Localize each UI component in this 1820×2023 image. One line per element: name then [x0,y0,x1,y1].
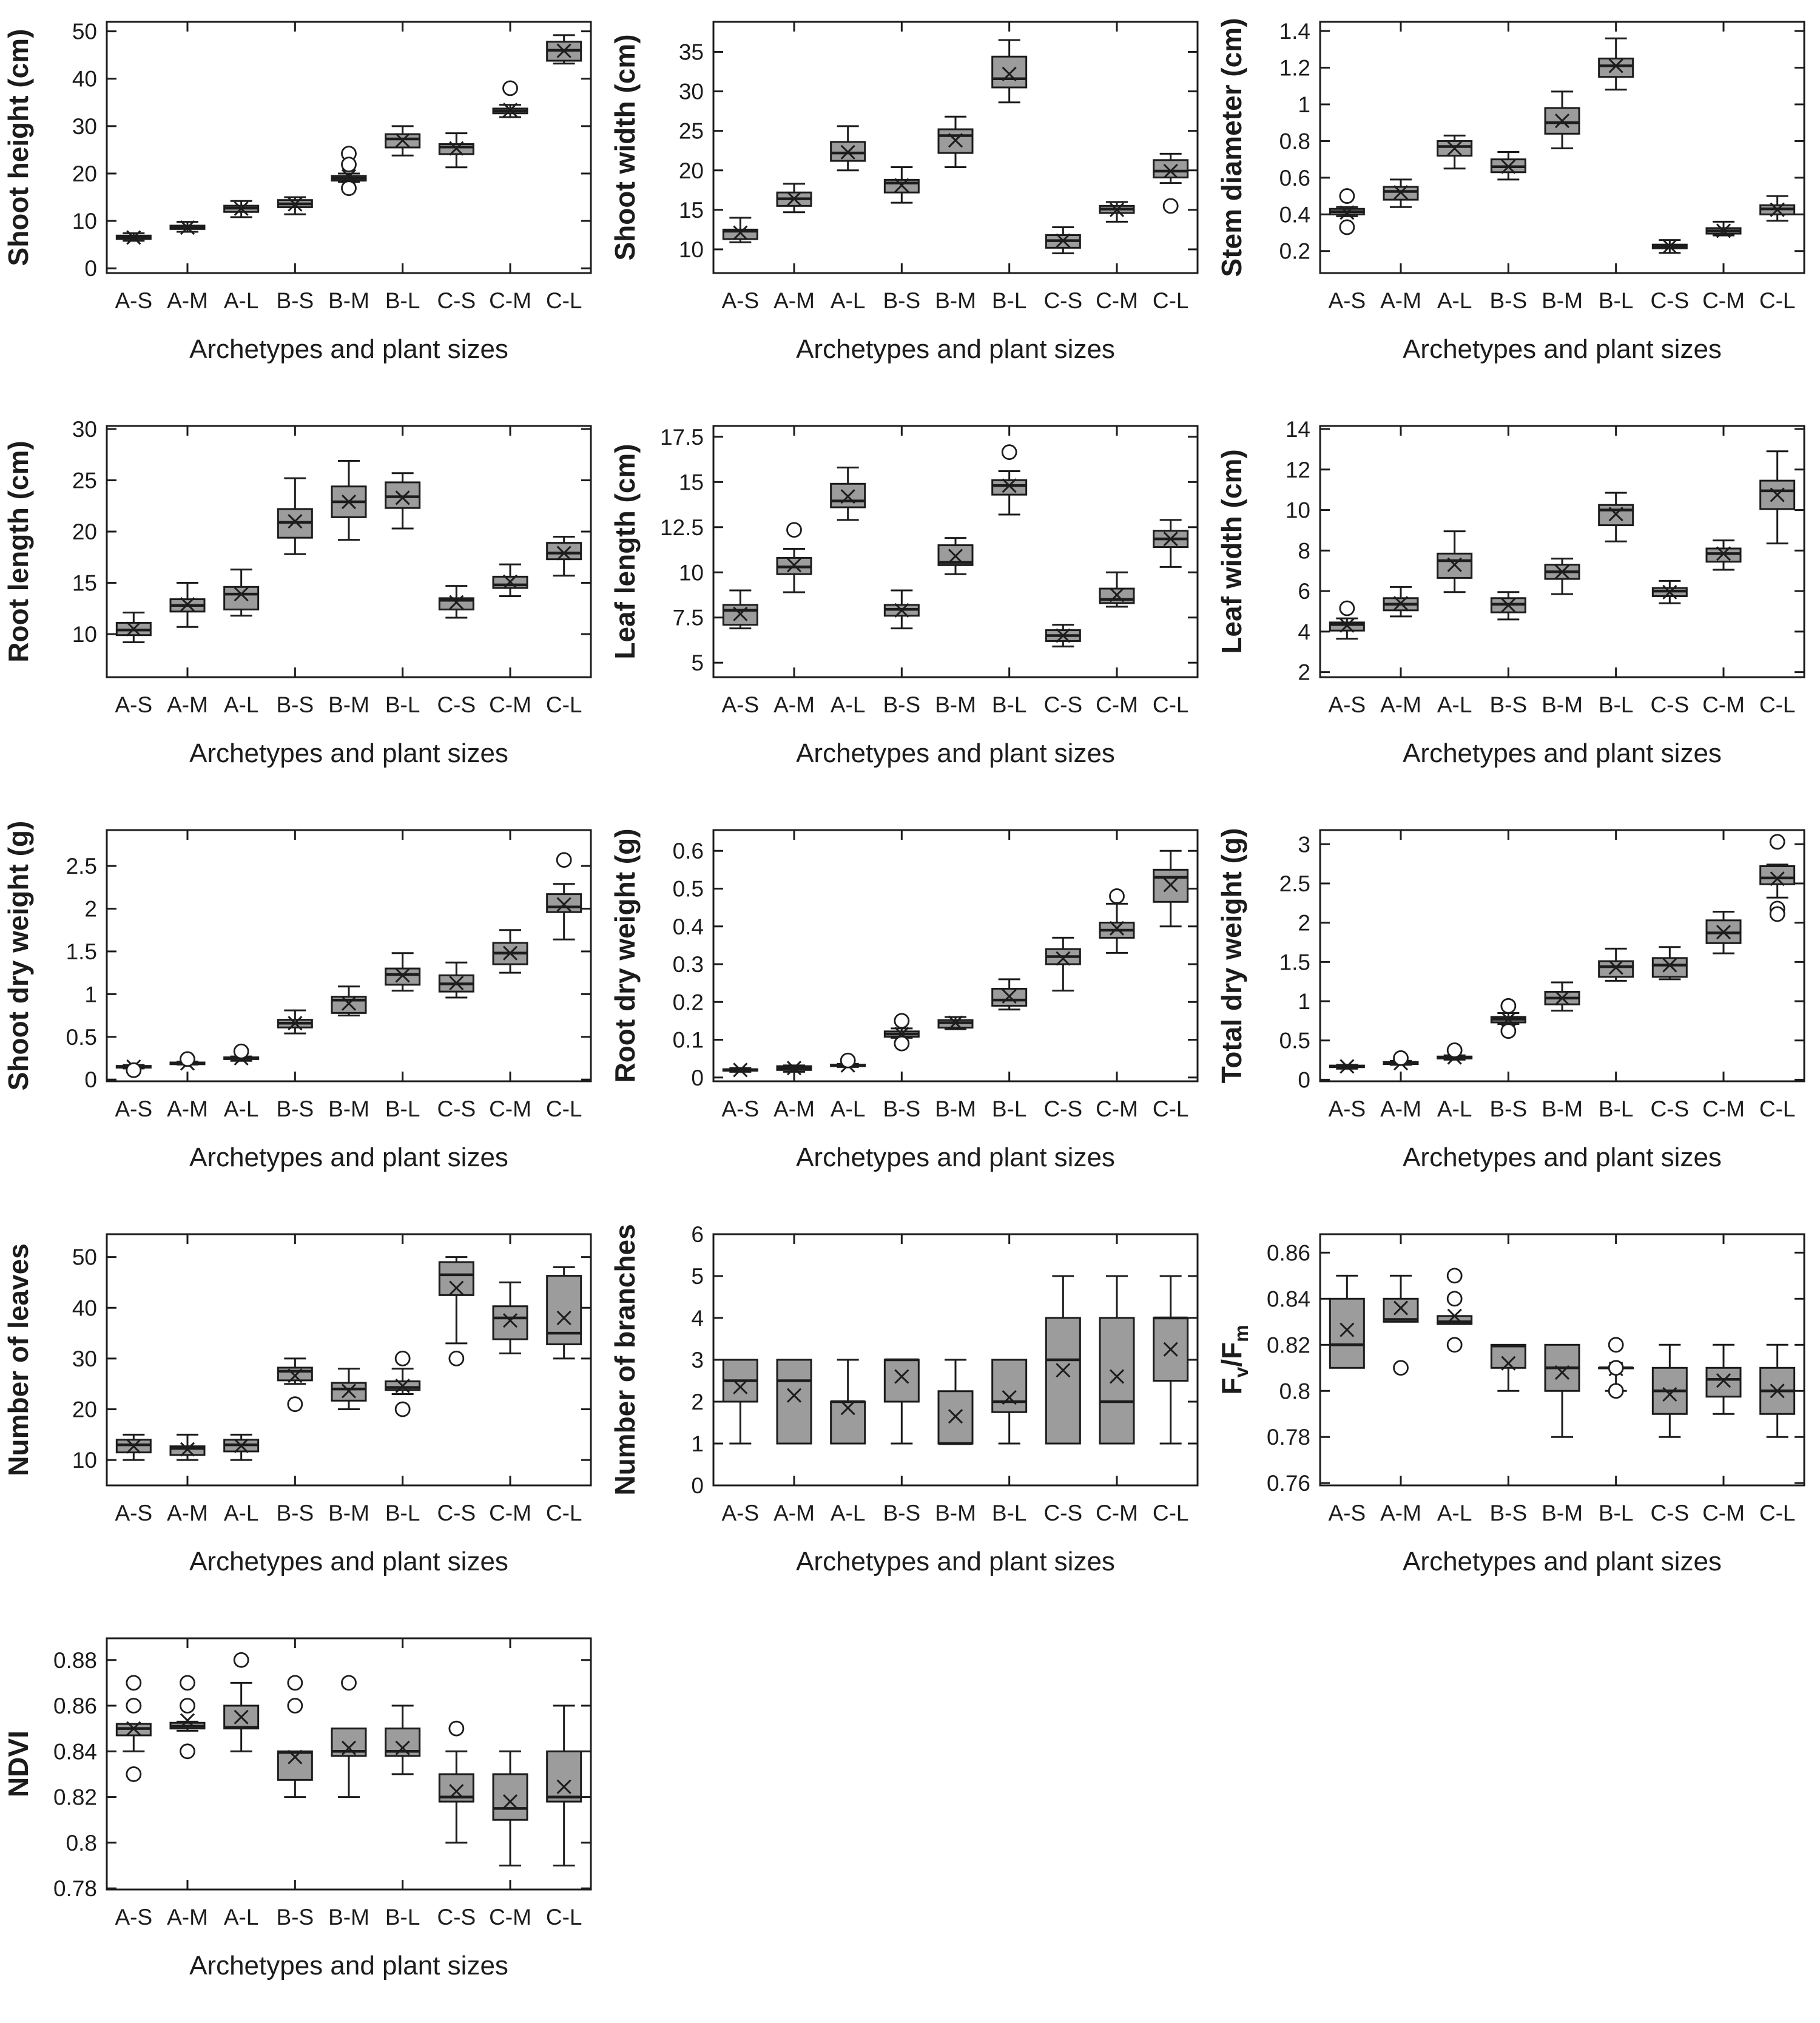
svg-text:A-S: A-S [1328,288,1366,313]
svg-text:2: 2 [691,1390,704,1414]
svg-text:0: 0 [691,1065,704,1090]
svg-text:0.84: 0.84 [53,1739,97,1765]
svg-text:1: 1 [1298,92,1310,117]
boxplot-shoot-height [0,0,607,404]
svg-text:6: 6 [691,1222,704,1247]
svg-text:A-L: A-L [830,288,866,313]
svg-text:2.5: 2.5 [1279,871,1310,896]
svg-text:C-L: C-L [1759,692,1796,717]
svg-text:0.5: 0.5 [672,876,704,902]
svg-text:B-M: B-M [1542,692,1583,717]
svg-text:NDVI: NDVI [2,1731,34,1797]
svg-text:2: 2 [84,896,97,922]
svg-text:25: 25 [678,118,704,144]
svg-text:2: 2 [1298,660,1310,685]
boxplot-leaf-width [1213,404,1820,808]
svg-text:A-L: A-L [223,1096,259,1121]
boxplot-number-of-branches-svg [607,1212,1213,1616]
boxplot-leaf-length [607,404,1213,808]
svg-text:10: 10 [72,1448,97,1473]
svg-text:0.4: 0.4 [672,914,704,939]
svg-text:B-M: B-M [328,1501,369,1525]
boxplot-stem-diameter [1213,0,1820,404]
svg-text:25: 25 [72,468,97,493]
svg-text:B-S: B-S [883,1096,921,1121]
svg-text:14: 14 [1285,417,1310,442]
svg-text:Archetypes and plant sizes: Archetypes and plant sizes [1403,1143,1722,1172]
svg-text:0.2: 0.2 [1279,238,1310,264]
svg-text:0.1: 0.1 [672,1027,704,1053]
svg-text:A-L: A-L [830,1096,866,1121]
svg-text:10: 10 [72,209,97,234]
svg-text:Archetypes and plant sizes: Archetypes and plant sizes [189,1143,508,1172]
svg-text:10: 10 [678,237,704,262]
svg-text:C-S: C-S [1650,288,1690,313]
svg-text:1: 1 [1298,989,1310,1015]
svg-text:B-L: B-L [385,288,420,313]
svg-text:7.5: 7.5 [672,605,704,630]
svg-text:5: 5 [691,650,704,676]
svg-text:A-S: A-S [721,1096,760,1121]
svg-text:Shoot dry weight (g): Shoot dry weight (g) [2,820,34,1091]
svg-text:Archetypes and plant sizes: Archetypes and plant sizes [796,1547,1115,1576]
svg-text:C-L: C-L [1152,288,1189,313]
svg-text:15: 15 [678,197,704,223]
svg-text:0.5: 0.5 [1279,1028,1310,1053]
svg-text:A-M: A-M [774,692,815,717]
svg-text:B-S: B-S [276,288,314,313]
svg-text:15: 15 [72,570,97,596]
svg-text:C-S: C-S [437,1501,476,1525]
boxplot-leaf-width-svg [1213,404,1820,808]
svg-text:17.5: 17.5 [659,424,704,450]
svg-text:C-S: C-S [1650,692,1690,717]
svg-text:20: 20 [72,161,97,186]
svg-text:30: 30 [72,1346,97,1371]
svg-text:B-L: B-L [1598,1096,1634,1121]
svg-text:C-S: C-S [437,288,476,313]
boxplot-number-of-leaves-svg [0,1212,607,1616]
svg-text:0.76: 0.76 [1266,1471,1310,1496]
svg-text:C-M: C-M [489,1501,531,1525]
svg-text:C-S: C-S [1043,288,1083,313]
svg-text:B-M: B-M [1542,1096,1583,1121]
svg-text:C-L: C-L [1759,1501,1796,1525]
svg-text:C-L: C-L [1759,288,1796,313]
boxplot-fv-fm [1213,1212,1820,1616]
svg-text:Fv/Fm: $F_v/F_m$ [1216,1325,1252,1395]
svg-text:Total dry weight (g): Total dry weight (g) [1216,828,1247,1084]
svg-text:B-L: B-L [991,288,1027,313]
svg-text:C-M: C-M [489,692,531,717]
svg-text:A-S: A-S [115,692,153,717]
svg-text:1: 1 [84,982,97,1007]
svg-text:C-M: C-M [489,1905,531,1930]
svg-text:10: 10 [1285,498,1310,523]
svg-text:A-M: A-M [167,1096,208,1121]
svg-text:B-S: B-S [883,288,921,313]
svg-text:12: 12 [1285,457,1310,482]
svg-text:A-M: A-M [167,1905,208,1930]
svg-text:1.5: 1.5 [1279,950,1310,975]
svg-text:10: 10 [678,560,704,586]
svg-text:0.78: 0.78 [53,1876,97,1902]
boxplot-leaf-length-svg [607,404,1213,808]
svg-text:0.8: 0.8 [1279,129,1310,154]
boxplot-shoot-width-svg [607,0,1213,404]
svg-text:A-M: A-M [167,1501,208,1525]
svg-text:2.5: 2.5 [66,854,97,879]
svg-text:B-L: B-L [1598,288,1634,313]
svg-text:30: 30 [678,79,704,104]
svg-text:B-L: B-L [385,1905,420,1930]
boxplot-stem-diameter-svg [1213,0,1820,404]
svg-text:A-S: A-S [1328,1501,1366,1525]
boxplot-root-dry-weight-svg [607,808,1213,1212]
svg-text:Root length (cm): Root length (cm) [2,441,34,663]
svg-text:A-M: A-M [774,1096,815,1121]
svg-text:2: 2 [1298,910,1310,936]
svg-text:1: 1 [691,1431,704,1456]
boxplot-ndvi-svg [0,1616,607,2021]
svg-text:10: 10 [72,622,97,647]
svg-text:A-S: A-S [721,288,760,313]
svg-text:4: 4 [1298,619,1310,644]
svg-text:C-S: C-S [1043,1501,1083,1525]
boxplot-root-length [0,404,607,808]
svg-text:A-S: A-S [115,1096,153,1121]
svg-text:B-S: B-S [1489,1096,1528,1121]
svg-text:A-S: A-S [721,692,760,717]
svg-text:C-M: C-M [1702,288,1745,313]
svg-text:B-L: B-L [385,692,420,717]
svg-text:Leaf length (cm): Leaf length (cm) [609,444,641,660]
svg-text:0.6: 0.6 [1279,165,1310,191]
svg-text:C-M: C-M [1702,1096,1745,1121]
boxplot-root-length-svg [0,404,607,808]
boxplot-total-dry-weight [1213,808,1820,1212]
boxplot-root-dry-weight [607,808,1213,1212]
svg-text:0: 0 [84,1067,97,1093]
svg-text:A-M: A-M [167,288,208,313]
svg-text:A-M: A-M [774,1501,815,1525]
svg-text:0.3: 0.3 [672,952,704,978]
svg-text:A-L: A-L [223,1501,259,1525]
svg-text:30: 30 [72,113,97,139]
boxplot-shoot-dry-weight [0,808,607,1212]
svg-text:0.84: 0.84 [1266,1286,1310,1312]
svg-text:A-S: A-S [115,1501,153,1525]
svg-text:1.5: 1.5 [66,939,97,964]
svg-text:0.88: 0.88 [53,1647,97,1673]
svg-text:Number of leaves: Number of leaves [2,1243,34,1476]
svg-text:C-L: C-L [545,692,582,717]
svg-text:15: 15 [678,470,704,495]
svg-text:B-S: B-S [883,692,921,717]
svg-text:A-S: A-S [115,1905,153,1930]
boxplot-ndvi [0,1616,607,2021]
svg-text:3: 3 [691,1348,704,1373]
svg-text:40: 40 [72,66,97,92]
svg-text:C-L: C-L [545,1905,582,1930]
svg-text:B-L: B-L [991,1096,1027,1121]
svg-text:20: 20 [72,519,97,545]
svg-text:0.5: 0.5 [66,1024,97,1050]
svg-text:Shoot width (cm): Shoot width (cm) [609,34,641,261]
boxplot-number-of-leaves [0,1212,607,1616]
svg-text:B-M: B-M [328,1905,369,1930]
svg-text:C-M: C-M [1096,288,1138,313]
svg-text:0.6: 0.6 [672,839,704,864]
svg-text:0.4: 0.4 [1279,202,1310,228]
svg-text:A-S: A-S [115,288,153,313]
svg-text:B-M: B-M [935,1096,976,1121]
svg-text:C-M: C-M [489,288,531,313]
svg-text:0: 0 [691,1473,704,1498]
svg-text:B-S: B-S [1489,288,1528,313]
svg-text:0: 0 [1298,1067,1310,1093]
svg-text:Archetypes and plant sizes: Archetypes and plant sizes [189,1951,508,1981]
svg-text:B-M: B-M [935,1501,976,1525]
svg-text:A-M: A-M [1380,1096,1421,1121]
svg-text:0.82: 0.82 [1266,1332,1310,1358]
svg-text:C-M: C-M [1702,1501,1745,1525]
svg-text:1.4: 1.4 [1279,19,1310,44]
svg-text:0.2: 0.2 [672,990,704,1015]
svg-text:B-S: B-S [276,1096,314,1121]
svg-text:C-S: C-S [1650,1501,1690,1525]
svg-text:Archetypes and plant sizes: Archetypes and plant sizes [189,738,508,768]
svg-text:C-S: C-S [437,692,476,717]
svg-text:C-M: C-M [1096,1096,1138,1121]
svg-text:B-M: B-M [328,692,369,717]
svg-text:C-M: C-M [1096,692,1138,717]
svg-text:C-L: C-L [545,288,582,313]
svg-text:Archetypes and plant sizes: Archetypes and plant sizes [189,1547,508,1576]
svg-text:C-S: C-S [437,1096,476,1121]
svg-text:30: 30 [72,417,97,442]
svg-text:0.82: 0.82 [53,1785,97,1810]
svg-text:12.5: 12.5 [659,515,704,540]
svg-text:B-L: B-L [991,692,1027,717]
svg-text:A-L: A-L [1437,288,1472,313]
svg-text:C-M: C-M [1096,1501,1138,1525]
svg-text:B-S: B-S [883,1501,921,1525]
svg-text:C-S: C-S [1043,1096,1083,1121]
svg-text:C-M: C-M [489,1096,531,1121]
svg-text:20: 20 [72,1397,97,1422]
svg-text:B-S: B-S [276,692,314,717]
svg-text:A-S: A-S [1328,1096,1366,1121]
svg-text:8: 8 [1298,538,1310,564]
svg-text:B-M: B-M [328,288,369,313]
svg-text:B-L: B-L [991,1501,1027,1525]
svg-text:A-M: A-M [774,288,815,313]
svg-text:C-S: C-S [1043,692,1083,717]
svg-text:B-S: B-S [276,1905,314,1930]
svg-text:Archetypes and plant sizes: Archetypes and plant sizes [1403,334,1722,364]
svg-text:0.78: 0.78 [1266,1425,1310,1450]
svg-text:A-S: A-S [1328,692,1366,717]
svg-text:A-L: A-L [223,692,259,717]
svg-text:0.8: 0.8 [66,1830,97,1856]
svg-text:A-M: A-M [167,692,208,717]
svg-text:C-L: C-L [545,1501,582,1525]
svg-text:0.86: 0.86 [53,1694,97,1719]
svg-text:C-L: C-L [545,1096,582,1121]
svg-text:C-L: C-L [1759,1096,1796,1121]
svg-text:Archetypes and plant sizes: Archetypes and plant sizes [1403,1547,1722,1576]
svg-text:A-L: A-L [1437,692,1472,717]
svg-text:A-M: A-M [1380,1501,1421,1525]
svg-text:B-S: B-S [276,1501,314,1525]
svg-text:Archetypes and plant sizes: Archetypes and plant sizes [796,1143,1115,1172]
svg-text:B-L: B-L [385,1501,420,1525]
svg-text:A-L: A-L [1437,1501,1472,1525]
svg-text:B-M: B-M [1542,1501,1583,1525]
svg-text:Number of branches: Number of branches [609,1224,641,1496]
svg-text:Shoot height (cm): Shoot height (cm) [2,29,34,266]
svg-text:1.2: 1.2 [1279,55,1310,81]
svg-text:Archetypes and plant sizes: Archetypes and plant sizes [189,334,508,364]
svg-text:6: 6 [1298,579,1310,604]
svg-text:4: 4 [691,1306,704,1331]
svg-text:50: 50 [72,19,97,44]
svg-text:C-S: C-S [1650,1096,1690,1121]
svg-text:Archetypes and plant sizes: Archetypes and plant sizes [796,334,1115,364]
svg-text:35: 35 [678,39,704,65]
svg-text:Archetypes and plant sizes: Archetypes and plant sizes [1403,738,1722,768]
svg-text:0: 0 [84,256,97,282]
svg-text:0.8: 0.8 [1279,1379,1310,1404]
svg-text:C-M: C-M [1702,692,1745,717]
svg-text:50: 50 [72,1245,97,1270]
svg-text:C-L: C-L [1152,1096,1189,1121]
svg-text:B-M: B-M [1542,288,1583,313]
svg-text:B-L: B-L [1598,692,1634,717]
svg-text:B-S: B-S [1489,1501,1528,1525]
boxplot-shoot-height-svg [0,0,607,404]
svg-text:A-M: A-M [1380,692,1421,717]
svg-text:C-L: C-L [1152,1501,1189,1525]
boxplot-shoot-width [607,0,1213,404]
svg-text:Archetypes and plant sizes: Archetypes and plant sizes [796,738,1115,768]
svg-text:B-M: B-M [328,1096,369,1121]
svg-text:5: 5 [691,1264,704,1289]
svg-text:B-M: B-M [935,692,976,717]
boxplot-number-of-branches [607,1212,1213,1616]
svg-text:Stem diameter (cm): Stem diameter (cm) [1216,18,1247,277]
svg-text:40: 40 [72,1295,97,1321]
svg-text:3: 3 [1298,832,1310,857]
svg-text:A-M: A-M [1380,288,1421,313]
svg-text:B-L: B-L [385,1096,420,1121]
svg-text:B-M: B-M [935,288,976,313]
svg-text:C-S: C-S [437,1905,476,1930]
svg-text:A-L: A-L [830,1501,866,1525]
svg-text:20: 20 [678,158,704,183]
boxplot-shoot-dry-weight-svg [0,808,607,1212]
svg-text:B-L: B-L [1598,1501,1634,1525]
svg-text:Leaf width (cm): Leaf width (cm) [1216,449,1247,654]
svg-text:C-L: C-L [1152,692,1189,717]
svg-text:A-L: A-L [223,288,259,313]
svg-text:B-S: B-S [1489,692,1528,717]
svg-text:Root dry weight (g): Root dry weight (g) [609,828,641,1083]
svg-text:A-L: A-L [830,692,866,717]
boxplot-fv-fm-svg [1213,1212,1820,1616]
svg-text:A-S: A-S [721,1501,760,1525]
svg-text:0.86: 0.86 [1266,1240,1310,1266]
svg-text:A-L: A-L [1437,1096,1472,1121]
svg-text:A-L: A-L [223,1905,259,1930]
boxplot-total-dry-weight-svg [1213,808,1820,1212]
